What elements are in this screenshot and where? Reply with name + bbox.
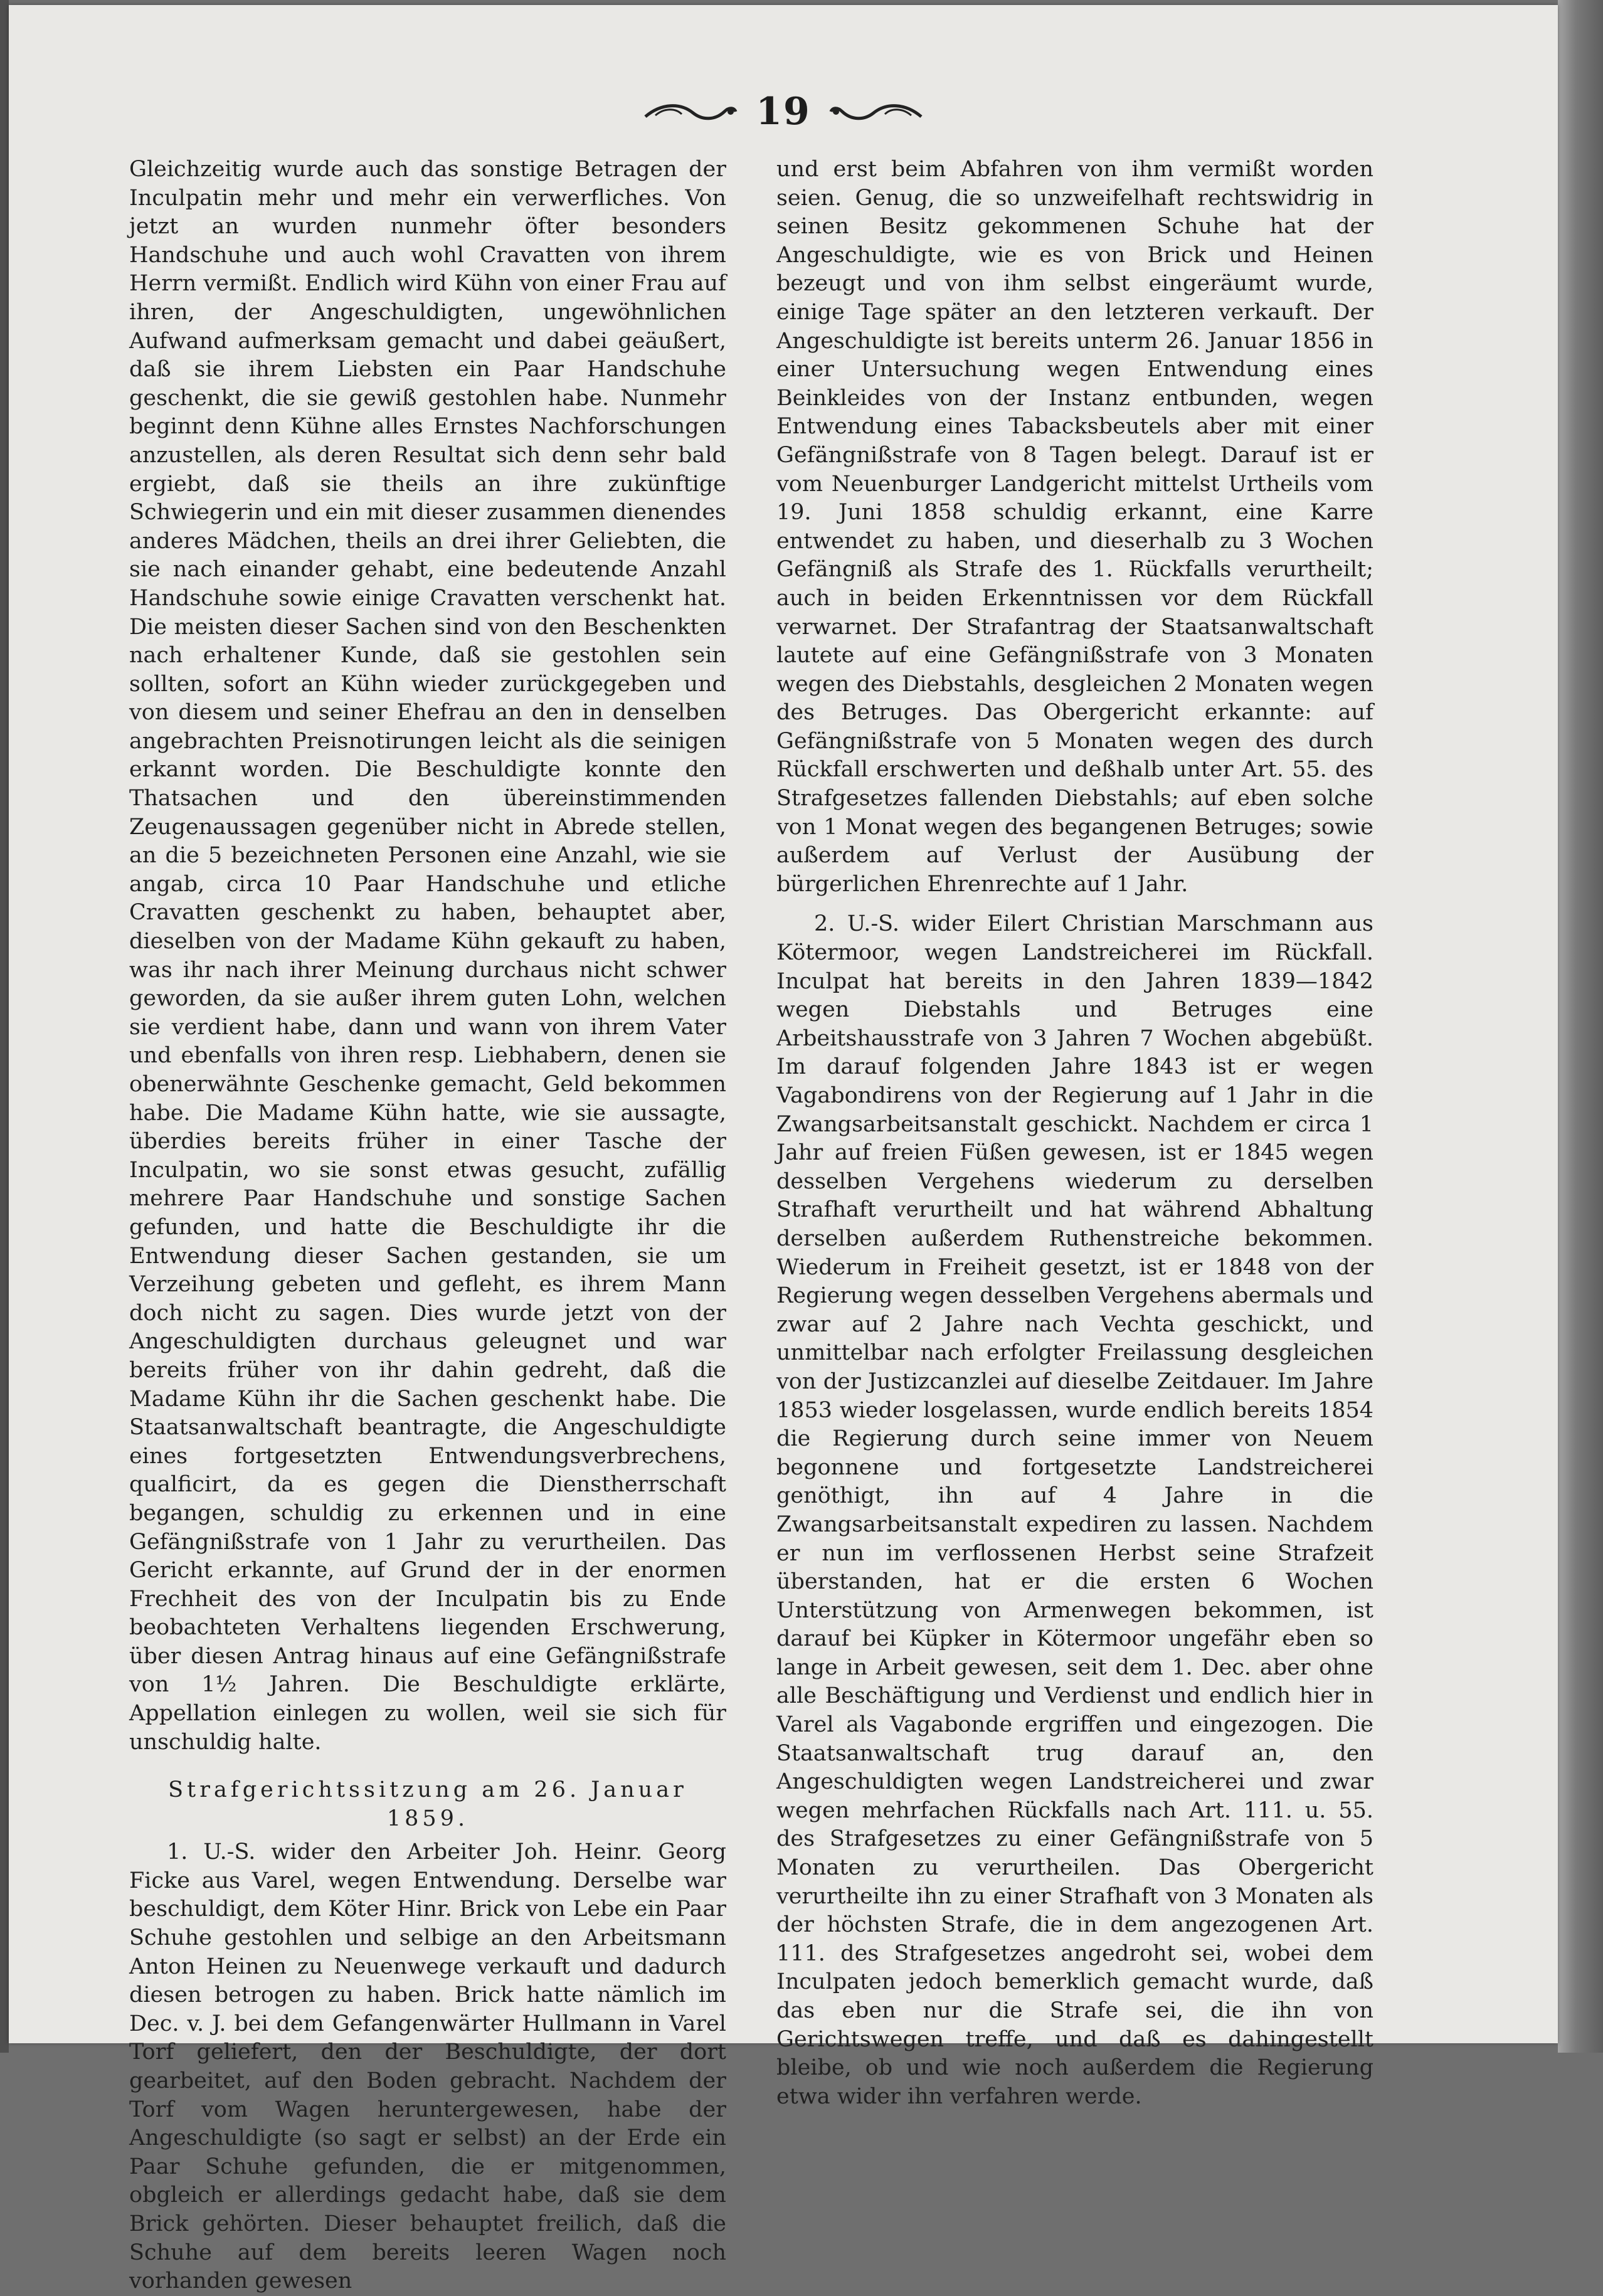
left-column	[129, 156, 726, 2296]
scan-edge-left	[0, 0, 9, 2053]
session-heading: Strafgerichtssitzung am 26. Januar 1859.	[168, 1777, 687, 1832]
right-column	[776, 156, 1373, 2111]
left-paragraph-2: 1. U.-S. wider den Arbeiter Joh. Heinr. Georg Ficke aus Varel, wegen Entwendung. Derselbe war beschuldigt, dem Köter Hinr. Brick von Lebe ein Paar Schuhe gestohlen und selbige an den Arbeitsmann Anton Heinen zu Neuenwege verkauft und dadurch diesen betrogen zu haben. Brick hatte nämlich im Dec. v. J. bei dem Gefangenwärter Hullmann in Varel Torf geliefert, den der Beschuldigte, der dort gearbeitet, auf den Boden gebracht. Nachdem der Torf vom Wagen heruntergewesen, habe der Angeschuldigte (so sagt er selbst) an der Erde ein Paar Schuhe gefunden, die er mitgenommen, obgleich er allerdings gedacht habe, daß sie dem Brick gehörten. Dieser behauptet freilich, daß die Schuhe auf dem bereits leeren Wagen noch vorhanden gewesen	[129, 1839, 726, 2294]
page-header	[9, 83, 1558, 140]
left-paragraph-1: Gleichzeitig wurde auch das sonstige Betragen der Inculpatin mehr und mehr ein verwerfliches. Von jetzt an wurden nunmehr öfter besonders Handschuhe und auch wohl Cravatten von ihrem Herrn vermißt. Endlich wird Kühn von einer Frau auf ihren, der Angeschuldigten, ungewöhnlichen Aufwand aufmerksam gemacht und dabei geäußert, daß sie ihrem Liebsten ein Paar Handschuhe geschenkt, die sie gewiß gestohlen habe. Nunmehr beginnt denn Kühne alles Ernstes Nachforschungen anzustellen, als deren Resultat sich denn sehr bald ergiebt, daß sie theils an ihre zukünftige Schwiegerin und ein mit dieser zusammen dienendes anderes Mädchen, theils an drei ihrer Geliebten, die sie nach einander gehabt, eine bedeutende Anzahl Handschuhe sowie einige Cravatten verschenkt hat. Die meisten dieser Sachen sind von den Beschenkten nach erhaltener Kunde, daß sie gestohlen sein sollten, sofort an Kühn wieder zurückgegeben und von diesem und seiner Ehefrau an den in denselben angebrachten Preisnotirungen leicht als die seinigen erkannt worden. Die Beschuldigte konnte den Thatsachen und den übereinstimmenden Zeugenaussagen gegenüber nicht in Abrede stellen, an die 5 bezeichneten Personen eine Anzahl, wie sie angab, circa 10 Paar Handschuhe und etliche Cravatten geschenkt zu haben, behauptet aber, dieselben von der Madame Kühn gekauft zu haben, was ihr nach ihrer Meinung durchaus nicht schwer geworden, da sie außer ihrem guten Lohn, welchen sie verdient habe, dann und wann von ihrem Vater und ebenfalls von ihren resp. Liebhabern, denen sie obenerwähnte Geschenke gemacht, Geld bekommen habe. Die Madame Kühn hatte, wie sie aussagte, überdies bereits früher in einer Tasche der Inculpatin, wo sie sonst etwas gesucht, zufällig mehrere Paar Handschuhe und sonstige Sachen gefunden, und hatte die Beschuldigte ihr die Entwendung dieser Sachen gestanden, sie um Verzeihung gebeten und gefleht, es ihrem Mann doch nicht zu sagen. Dies wurde jetzt von der Angeschuldigten durchaus geleugnet und war bereits früher von ihr dahin gedreht, daß die Madame Kühn ihr die Sachen geschenkt habe. Die Staatsanwaltschaft beantragte, die Angeschuldigte eines fortgesetzten Entwendungsverbrechens, qualficirt, da es gegen die Dienstherrschaft begangen, schuldig zu erkennen und in eine Gefängnißstrafe von 1 Jahr zu verurtheilen. Das Gericht erkannte, auf Grund der in der enormen Frechheit des von der Inculpatin bis zu Ende beobachteten Verhaltens liegenden Erschwerung, über diesen Antrag hinaus auf eine Gefängnißstrafe von 1½ Jahren. Die Beschuldigte erklärte, Appellation einlegen zu wollen, weil sie sich für unschuldig halte.	[129, 157, 726, 1755]
scan-edge-right	[1558, 0, 1603, 2053]
ornament-right-icon	[830, 98, 924, 125]
page-number: 19	[756, 90, 811, 134]
document-page	[9, 5, 1558, 2294]
right-paragraph-1: und erst beim Abfahren von ihm vermißt worden seien. Genug, die so unzweifelhaft rechtswidrig in seinen Besitz gekommenen Schuhe hat der Angeschuldigte, wie es von Brick und Heinen bezeugt und von ihm selbst eingeräumt wurde, einige Tage später an den letzteren verkauft. Der Angeschuldigte ist bereits unterm 26. Januar 1856 in einer Untersuchung wegen Entwendung eines Beinkleides von der Instanz entbunden, wegen Entwendung eines Tabacksbeutels aber mit einer Gefängnißstrafe von 8 Tagen belegt. Darauf ist er vom Neuenburger Landgericht mittelst Urtheils vom 19. Juni 1858 schuldig erkannt, eine Karre entwendet zu haben, und dieserhalb zu 3 Wochen Gefängniß als Strafe des 1. Rückfalls verurtheilt; auch in beiden Erkenntnissen vor dem Rückfall verwarnet. Der Strafantrag der Staatsanwaltschaft lautete auf eine Gefängnißstrafe von 3 Monaten wegen des Diebstahls, desgleichen 2 Monaten wegen des Betruges. Das Obergericht erkannte: auf Gefängnißstrafe von 5 Monaten wegen des durch Rückfall erschwerten und deßhalb unter Art. 55. des Strafgesetzes fallenden Diebstahls; auf eben solche von 1 Monat wegen des begangenen Betruges; sowie außerdem auf Verlust der Ausübung der bürgerlichen Ehrenrechte auf 1 Jahr.	[776, 157, 1373, 897]
right-paragraph-2: 2. U.-S. wider Eilert Christian Marschmann aus Kötermoor, wegen Landstreicherei im Rückfall. Inculpat hat bereits in den Jahren 1839—1842 wegen Diebstahls und Betruges eine Arbeitshausstrafe von 3 Jahren 7 Wochen abgebüßt. Im darauf folgenden Jahre 1843 ist er wegen Vagabondirens von der Regierung auf 1 Jahr in die Zwangsarbeitsanstalt geschickt. Nachdem er circa 1 Jahr auf freien Füßen gewesen, ist er 1845 wegen desselben Vergehens wiederum zu derselben Strafhaft verurtheilt und hat während Abhaltung derselben außerdem Ruthenstreiche bekommen. Wiederum in Freiheit gesetzt, ist er 1848 von der Regierung wegen desselben Vergehens abermals und zwar auf 2 Jahre nach Vechta geschickt, und unmittelbar nach erfolgter Freilassung desgleichen von der Justizcanzlei auf dieselbe Zeitdauer. Im Jahre 1853 wieder losgelassen, wurde endlich bereits 1854 die Regierung durch seine immer von Neuem begonnene und fortgesetzte Landstreicherei genöthigt, ihn auf 4 Jahre in die Zwangsarbeitsanstalt expediren zu lassen. Nachdem er nun im verflossenen Herbst seine Strafzeit überstanden, hat er die ersten 6 Wochen Unterstützung von Armenwegen bekommen, ist darauf bei Küpker in Kötermoor ungefähr eben so lange in Arbeit gewesen, seit dem 1. Dec. aber ohne alle Beschäftigung und Verdienst und endlich hier in Varel als Vagabonde ergriffen und eingezogen. Die Staatsanwaltschaft trug darauf an, den Angeschuldigten wegen Landstreicherei und zwar wegen mehrfachen Rückfalls nach Art. 111. u. 55. des Strafgesetzes zu einer Gefängnißstrafe von 5 Monaten zu verurtheilen. Das Obergericht verurtheilte ihn zu einer Strafhaft von 3 Monaten als der höchsten Strafe, die in dem angezogenen Art. 111. des Strafgesetzes angedroht sei, wobei dem Inculpaten jedoch bemerklich gemacht wurde, daß das eben nur die Strafe sei, die ihn von Gerichtswegen treffe, und daß es dahingestellt bleibe, ob und wie noch außerdem die Regierung etwa wider ihn verfahren werde.	[776, 911, 1373, 2109]
ornament-left-icon	[643, 98, 737, 125]
